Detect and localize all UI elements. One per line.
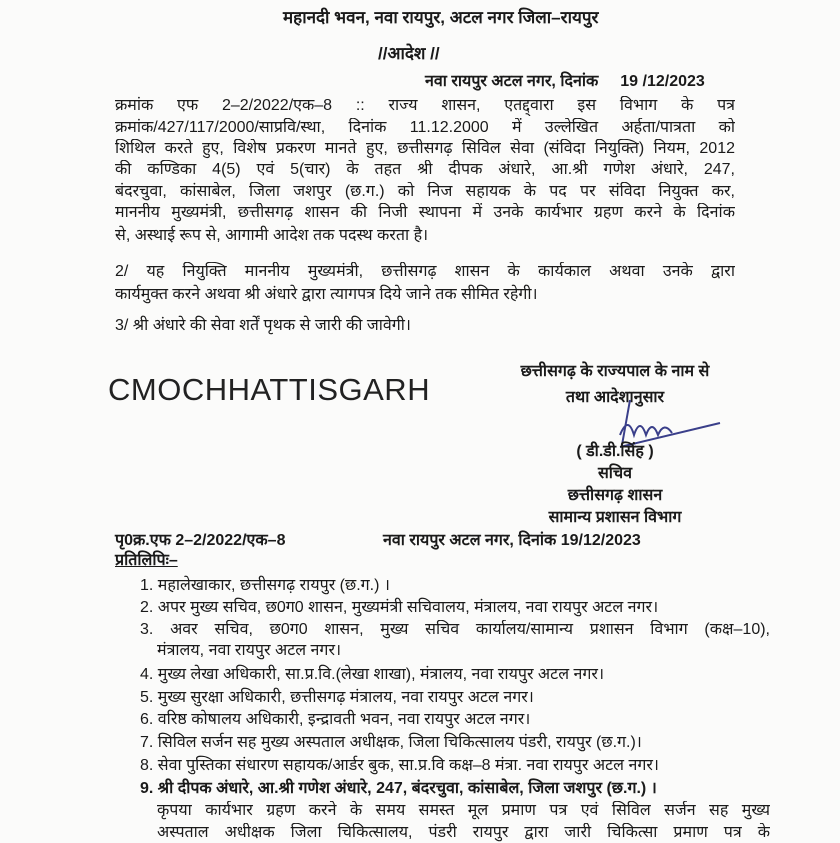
copy-place-date: नवा रायपुर अटल नगर, दिनांक 19/12/2023	[383, 532, 641, 549]
list-item: मंत्रालय, नवा रायपुर अटल नगर।	[157, 642, 342, 659]
order-date: 19 /12/2023	[620, 73, 705, 90]
watermark: CMOCHHATTISGARH	[108, 372, 431, 407]
order-place-date	[425, 72, 705, 92]
para-line: बंदरचुवा, कांसाबेल, जिला जशपुर (छ.ग.) को निज सहायक के पद पर संविदा नियुक्त कर,	[115, 183, 735, 200]
list-item: कृपया कार्यभार ग्रहण करने के समय समस्त मूल प्रमाण पत्र एवं सिविल सर्जन सह मुख्य	[157, 802, 770, 819]
signatory-govt: छत्तीसगढ़ शासन	[567, 487, 663, 504]
para-line: माननीय मुख्यमंत्री, छत्तीसगढ़ शासन की निजी स्थापना में उनके कार्यभार ग्रहण करने के दिनांक	[115, 204, 735, 221]
para-line: कार्यमुक्त करने अथवा श्री अंधारे द्वारा त्यागपत्र दिये जाने तक सीमित रहेगी।	[115, 286, 538, 303]
list-item: 3. अवर सचिव, छ0ग0 शासन, मुख्य सचिव कार्यालय/सामान्य प्रशासन विभाग (कक्ष–10),	[140, 621, 770, 638]
list-item: 6. वरिष्ठ कोषालय अधिकारी, इन्द्रावती भवन, नवा रायपुर अटल नगर।	[140, 711, 531, 728]
list-item: 1. महालेखाकार, छत्तीसगढ़ रायपुर (छ.ग.) ।	[140, 577, 390, 594]
list-item: 8. सेवा पुस्तिका संधारण सहायक/आर्डर बुक, सा.प्र.वि कक्ष–8 मंत्रा. नवा रायपुर अटल नगर।	[140, 757, 659, 774]
paragraph-3: 3/ श्री अंधारे की सेवा शर्तें पृथक से जारी की जावेगी।	[115, 317, 411, 334]
signatory-designation: सचिव	[597, 465, 633, 482]
list-item: 4. मुख्य लेखा अधिकारी, सा.प्र.वि.(लेखा शाखा), मंत्रालय, नवा रायपुर अटल नगर।	[140, 666, 605, 683]
signatory-department: सामान्य प्रशासन विभाग	[548, 509, 682, 526]
para-line: की कण्डिका 4(5) एवं 5(चार) के तहत श्री दीपक अंधारे, आ.श्री गणेश अंधारे, 247,	[115, 161, 735, 178]
sign-line-1: छत्तीसगढ़ के राज्यपाल के नाम से	[520, 363, 710, 380]
list-item: 7. सिविल सर्जन सह मुख्य अस्पताल अधीक्षक, जिला चिकित्सालय पंडरी, रायपुर (छ.ग.)।	[140, 734, 642, 751]
list-item: 2. अपर मुख्य सचिव, छ0ग0 शासन, मुख्यमंत्री सचिवालय, मंत्रालय, नवा रायपुर अटल नगर।	[140, 599, 659, 616]
copy-ref: पृ0क्र.एफ 2–2/2022/एक–8	[115, 532, 286, 549]
para-line: क्रमांक/427/117/2000/साप्रवि/स्था, दिनांक 11.12.2000 में उल्लेखित अर्हता/पात्रता को	[115, 119, 735, 136]
list-item: 9. श्री दीपक अंधारे, आ.श्री गणेश अंधारे, 247, बंदरचुवा, कांसाबेल, जिला जशपुर (छ.ग.) ।	[140, 780, 657, 797]
para-line: से, अस्थाई रूप से, आगामी आदेश तक पदस्थ करता है।	[115, 227, 429, 244]
order-title: //आदेश //	[378, 44, 440, 63]
list-item: अस्पताल अधीक्षक जिला चिकित्सालय, पंडरी रायपुर द्वारा जारी चिकित्सा प्रमाण पत्र के	[157, 824, 770, 841]
sign-line-2: तथा आदेशानुसार	[565, 389, 665, 406]
copy-label: प्रतिलिपिः–	[115, 552, 178, 569]
para-line: क्रमांक एफ 2–2/2022/एक–8 :: राज्य शासन, एतद्द्वारा इस विभाग के पत्र	[115, 97, 735, 114]
office-address: महानदी भवन, नवा रायपुर, अटल नगर जिला–रायपुर	[283, 8, 599, 27]
list-item: 5. मुख्य सुरक्षा अधिकारी, छत्तीसगढ़ मंत्रालय, नवा रायपुर अटल नगर।	[140, 689, 534, 706]
signatory-name: ( डी.डी.सिंह )	[576, 443, 654, 460]
place-date-label: नवा रायपुर अटल नगर, दिनांक	[425, 73, 599, 90]
para-line: 2/ यह नियुक्ति माननीय मुख्यमंत्री, छत्तीसगढ़ शासन के कार्यकाल अथवा उनके द्वारा	[115, 263, 735, 280]
para-line: शिथिल करते हुए, विशेष प्रकरण मानते हुए, छत्तीसगढ़ सिविल सेवा (संविदा नियुक्ति) नियम, 2012	[115, 140, 735, 157]
